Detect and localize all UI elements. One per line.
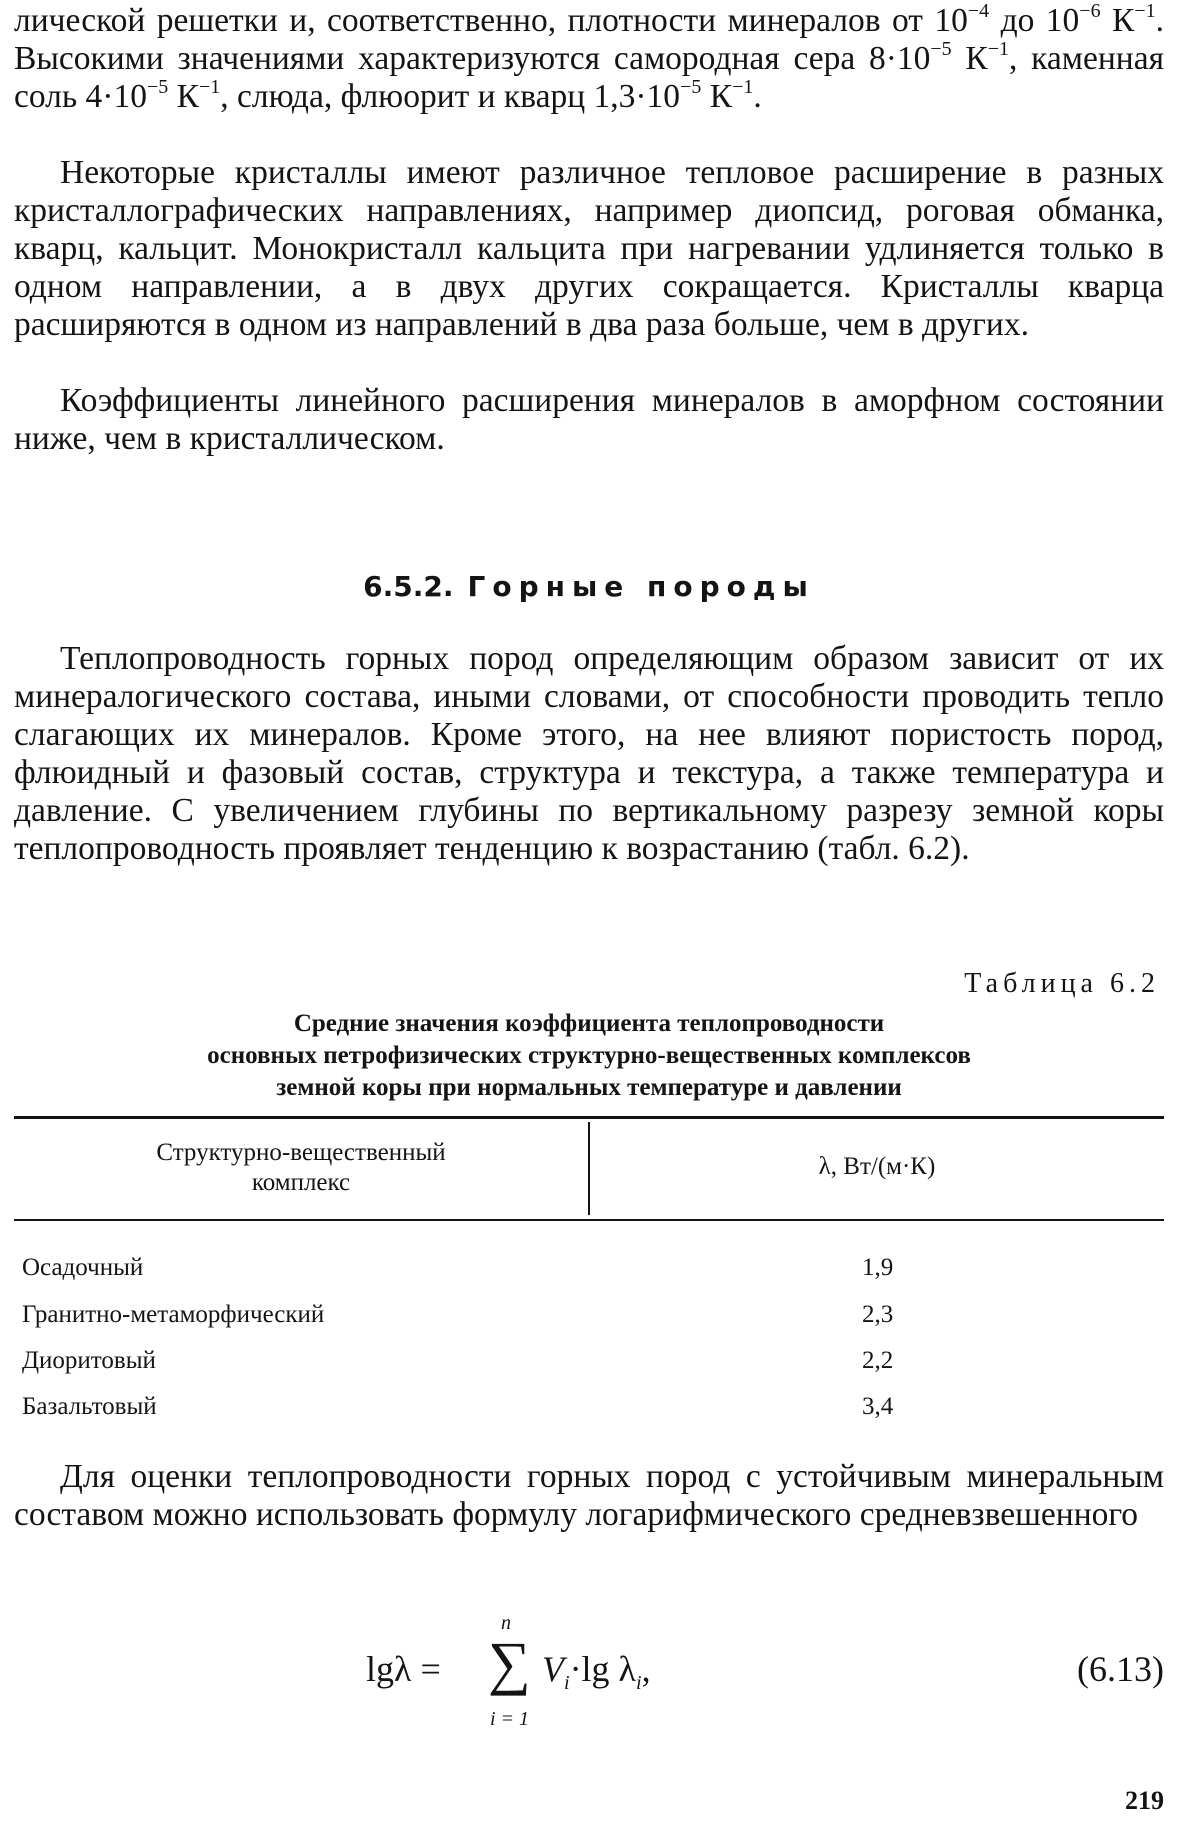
formula-sum-sign: ∑	[488, 1630, 531, 1696]
table-cell-complex: Осадочный	[22, 1254, 144, 1281]
table-row	[14, 1341, 1164, 1381]
para1-text: до 10	[989, 2, 1080, 39]
table-header-line: комплекс	[251, 1169, 351, 1196]
exponent: −4	[967, 0, 990, 22]
table-caption-line: земной коры при нормальных температуре и давлении	[276, 1074, 902, 1101]
table-row	[14, 1295, 1164, 1335]
paragraph-rock-conductivity: Теплопроводность горных пород определяющим образом зависит от их минералогического состава, иными словами, от способности проводить тепло слагающих их минералов. Кроме этого, на нее влияют пористость пород, флюидный и фазовый состав, структура и текстура, а также температура и давление. С увеличением глубины по вертикальному разрезу земной коры теплопроводность проявляет тенденцию к возрастанию (табл. 6.2).	[14, 640, 1164, 867]
formula-sum-lower-limit: i = 1	[490, 1708, 530, 1730]
formula-comma: ,	[641, 1649, 651, 1689]
para1-text: К	[1100, 2, 1135, 39]
document-page	[14, 0, 1164, 1838]
paragraph-anisotropic-expansion: Некоторые кристаллы имеют различное тепловое расширение в разных кристаллографических направлениях, например диопсид, роговая обманка, кварц, кальцит. Монокристалл кальцита при нагревании удлиняется только в одном направлении, а в двух других сокращается. Кристаллы кварца расширяются в одном из направлений в два раза больше, чем в других.	[14, 154, 1164, 343]
formula-subscript: i	[564, 1672, 570, 1695]
exponent: −5	[680, 76, 702, 98]
table-header-complex	[14, 1138, 588, 1198]
para1-text: , каменная соль 4·10	[14, 40, 1164, 115]
section-number: 6.5.2.	[363, 570, 454, 603]
para1-text: .	[753, 78, 762, 115]
exponent: −1	[987, 38, 1010, 60]
exponent: −5	[146, 76, 169, 98]
table-caption-line: основных петрофизических структурно-вещественных комплексов	[207, 1042, 971, 1069]
exponent: −6	[1079, 0, 1101, 22]
section-heading	[14, 570, 1164, 603]
para1-text: лической решетки и, соответственно, плотности минералов от 10	[14, 2, 968, 39]
para1-text: . Высокими значениями характеризуются самородная сера 8·10	[14, 2, 1164, 77]
table-cell-complex: Гранитно-метаморфический	[22, 1301, 325, 1328]
section-title: Горные породы	[467, 570, 815, 603]
page-number: 219	[1125, 1786, 1164, 1815]
table-cell-value: 3,4	[862, 1393, 894, 1420]
para1-text: К	[951, 40, 988, 77]
formula-lhs: lgλ =	[366, 1649, 441, 1689]
table-cell-complex: Базальтовый	[22, 1393, 157, 1420]
table-row	[14, 1387, 1164, 1427]
formula-log-lambda: ·lg λ	[569, 1649, 637, 1689]
exponent: −5	[930, 38, 952, 60]
table-header-rule	[14, 1219, 1164, 1221]
table-cell-complex: Диоритовый	[22, 1347, 156, 1374]
table-header-conductivity: λ, Вт/(м·К)	[818, 1153, 936, 1180]
formula-subscript: i	[636, 1672, 642, 1695]
exponent: −1	[732, 76, 754, 98]
table-row	[14, 1248, 1164, 1288]
table-cell-value: 1,9	[862, 1254, 894, 1281]
table-label: Таблица 6.2	[964, 968, 1160, 999]
formula-volume-fraction	[542, 1649, 570, 1695]
paragraph-formula-intro: Для оценки теплопроводности горных пород с устойчивым минеральным составом можно использовать формулу логарифмического средневзвешенного	[14, 1458, 1164, 1533]
para1-text: К	[168, 78, 199, 115]
table-caption	[14, 1008, 1164, 1104]
table-top-rule	[14, 1116, 1164, 1119]
formula-6-13	[14, 1612, 1164, 1752]
formula-v: V	[542, 1649, 564, 1689]
table-cell-value: 2,2	[862, 1347, 894, 1374]
table-header-line: Структурно-вещественный	[156, 1139, 446, 1166]
exponent: −1	[198, 76, 221, 98]
exponent: −1	[1134, 0, 1156, 22]
para1-text: К	[701, 78, 733, 115]
formula-sum-upper-limit: n	[501, 1612, 511, 1634]
table-cell-value: 2,3	[862, 1301, 894, 1328]
paragraph-mineral-expansion	[14, 2, 1164, 116]
formula-number: (6.13)	[1077, 1649, 1164, 1689]
paragraph-amorphous-state: Коэффициенты линейного расширения минералов в аморфном состоянии ниже, чем в кристаллическом.	[14, 382, 1164, 457]
para1-text: , слюда, флюорит и кварц 1,3·10	[220, 78, 681, 115]
table-caption-line: Средние значения коэффициента теплопроводности	[293, 1010, 885, 1037]
formula-rhs	[542, 1648, 651, 1695]
